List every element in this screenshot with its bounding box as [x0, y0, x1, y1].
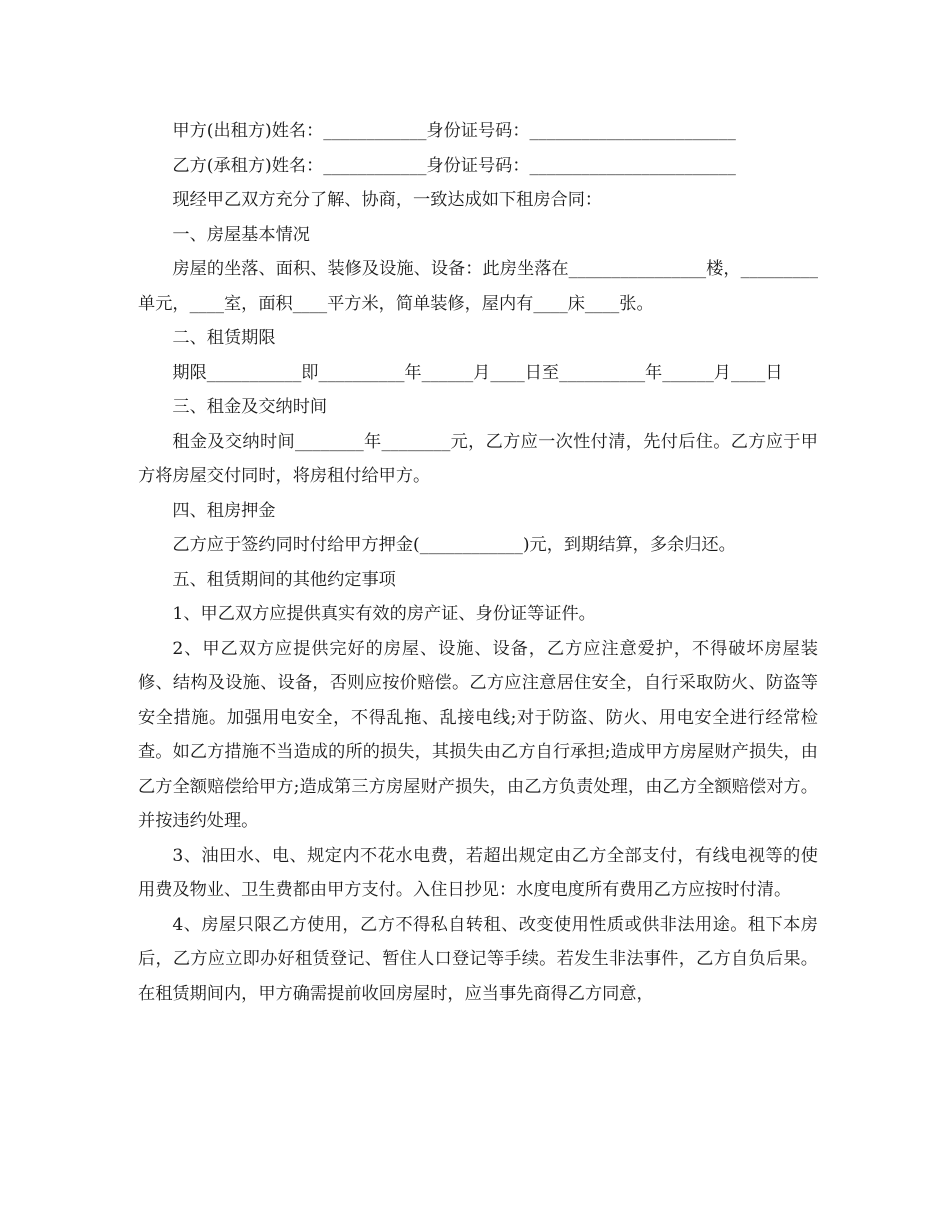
item-3-text: 3、油田水、电、规定内不花水电费，若超出规定由乙方全部支付，有线电视等的使用费及物业、卫生费都由甲方支付。入住日抄见：水度电度所有费用乙方应按时付清。 [138, 845, 818, 900]
section-5-title: 五、租赁期间的其他约定事项 [172, 569, 396, 590]
party-a-line: 甲方(出租方)姓名：____________身份证号码：________________________ [172, 121, 736, 141]
section-1-title: 一、房屋基本情况 [172, 224, 310, 245]
intro-text: 现经甲乙双方充分了解、协商，一致达成如下租房合同： [172, 190, 603, 210]
item-2-text: 2、甲乙双方应提供完好的房屋、设施、设备，乙方应注意爱护，不得破坏房屋装修、结构及设施、设备，否则应按价赔偿。乙方应注意居住安全，自行采取防火、防盗等安全措施。加强用电安全，不得乱拖、乱接电线;对于防盗、防火、用电安全进行经常检查。如乙方措施不当造成的所的损失，其损失由乙方自行承担;造成甲方房屋财产损失，由乙方全额赔偿给甲方;造成第三方房屋财产损失，由乙方负责处理，由乙方全额赔偿对方。并按违约处理。 [138, 638, 818, 831]
item-1-text: 1、甲乙双方应提供真实有效的房产证、身份证等证件。 [172, 604, 596, 624]
party-b-line: 乙方(承租方)姓名：____________身份证号码：________________________ [172, 155, 736, 176]
section-2-text: 期限___________即__________年______月____日至__________年______月____日 [172, 362, 783, 383]
section-4-text: 乙方应于签约同时付给甲方押金(____________)元，到期结算，多余归还。 [172, 535, 736, 555]
section-2-title: 二、租赁期限 [172, 328, 276, 348]
item-4-text: 4、房屋只限乙方使用，乙方不得私自转租、改变使用性质或供非法用途。租下本房后，乙方应立即办好租赁登记、暂住人口登记等手续。若发生非法事件，乙方自负后果。在租赁期间内，甲方确需提前收回房屋时，应当事先商得乙方同意， [138, 914, 818, 1004]
section-1-text: 房屋的坐落、面积、装修及设施、设备：此房坐落在________________楼，_________单元，____室，面积____平方米，简单装修，屋内有____床____张。 [138, 259, 818, 314]
section-3-title: 三、租金及交纳时间 [172, 397, 328, 417]
section-4-title: 四、租房押金 [172, 500, 276, 521]
section-3-text: 租金及交纳时间________年________元，乙方应一次性付清，先付后住。乙方应于甲方将房屋交付同时，将房租付给甲方。 [138, 431, 818, 486]
contract-body [138, 114, 818, 1011]
